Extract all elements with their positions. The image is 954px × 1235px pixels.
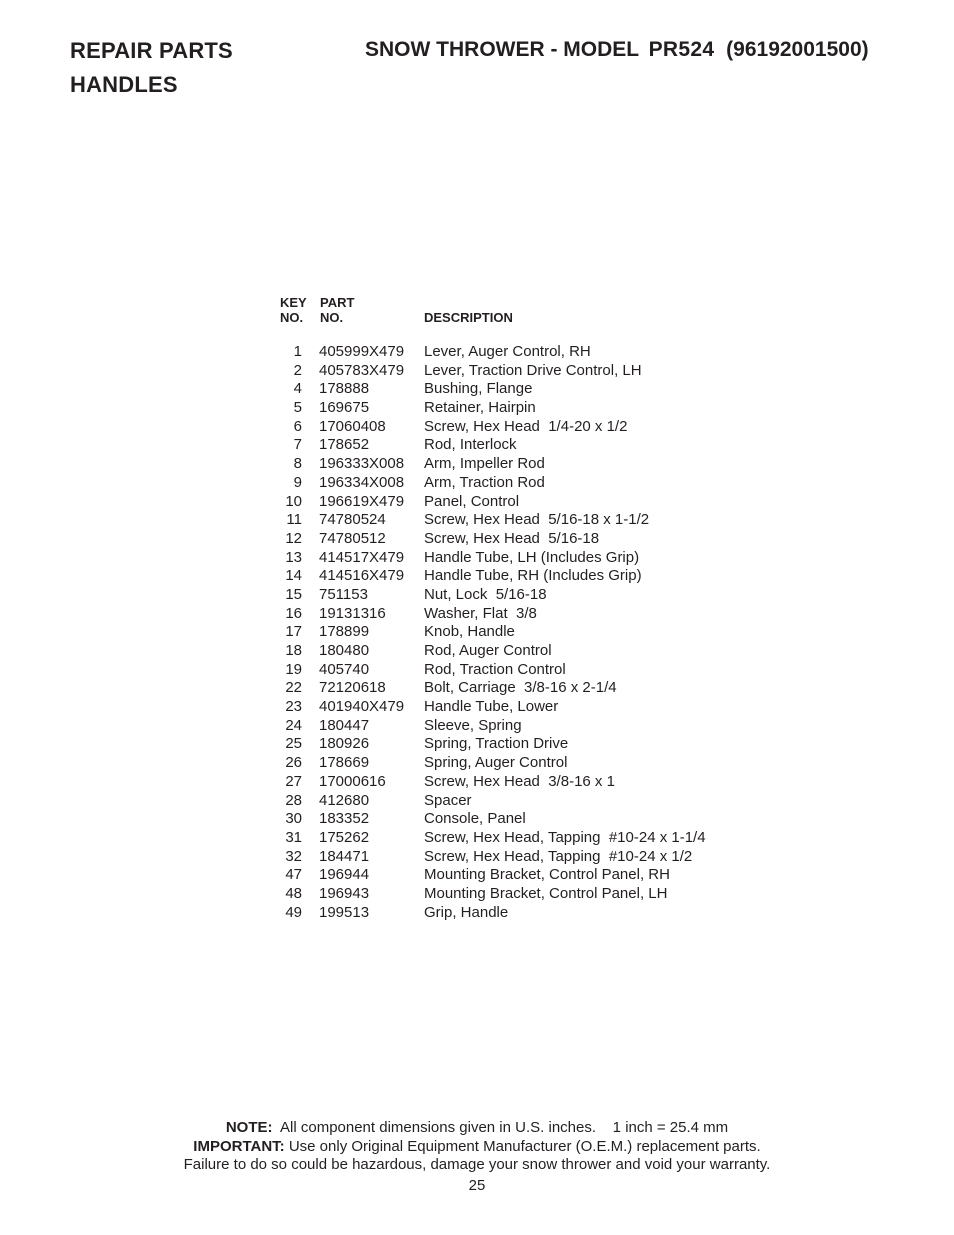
key-no: 16 [285,604,302,622]
part-description: Handle Tube, RH (Includes Grip) [424,567,642,585]
important-text: Use only Original Equipment Manufacturer (O.E.M.) replacement parts. [288,1137,761,1155]
key-no: 4 [293,380,302,398]
key-no: 22 [285,679,302,697]
model-number: (96192001500) [726,38,869,61]
key-no: 1 [293,343,302,360]
subsection-title: HANDLES [70,72,178,97]
important-label: IMPORTANT: [193,1137,285,1155]
part-no: 405783X479 [319,361,405,379]
part-no: 183352 [319,810,370,828]
key-no: 6 [293,417,302,435]
part-no: 414516X479 [319,567,405,585]
part-description: Lever, Traction Drive Control, LH [424,361,642,379]
key-no: 8 [293,455,302,473]
part-no: 196944 [319,866,370,884]
key-no: 12 [285,529,302,547]
part-description: Arm, Impeller Rod [424,455,545,473]
part-no: 19131316 [319,604,386,622]
key-no: 13 [285,548,302,566]
part-description: Spacer [424,791,472,809]
part-description: Handle Tube, Lower [424,698,559,716]
part-no: 184471 [319,847,370,865]
part-description: Console, Panel [424,810,526,828]
key-header-line-1: KEY [280,295,307,310]
key-no: 10 [285,492,302,510]
part-description: Screw, Hex Head 3/8-16 x 1 [424,772,615,790]
part-no: 178652 [319,436,370,454]
warning-line: Failure to do so could be hazardous, damage your snow thrower and void your warranty. [183,1156,771,1174]
part-description: Screw, Hex Head, Tapping #10-24 x 1-1/4 [424,828,706,846]
part-no: 751153 [319,585,368,603]
part-description: Mounting Bracket, Control Panel, LH [424,884,668,902]
key-no: 7 [293,436,302,454]
part-description: Lever, Auger Control, RH [424,343,591,360]
part-description: Arm, Traction Rod [424,473,545,491]
part-description: Retainer, Hairpin [424,399,536,417]
part-description: Knob, Handle [424,623,515,641]
part-description: Mounting Bracket, Control Panel, RH [424,866,670,884]
part-no: 175262 [319,828,370,846]
part-description: Bushing, Flange [424,380,533,398]
model-name: PR524 [648,38,715,61]
part-no: 196333X008 [319,455,405,473]
part-no: 401940X479 [319,698,405,716]
part-no: 17000616 [319,772,386,790]
key-no: 49 [285,903,302,921]
part-description: Spring, Auger Control [424,754,568,772]
description-column-header: DESCRIPTION [424,310,513,325]
part-no: 178888 [319,380,370,398]
key-no: 15 [285,585,302,603]
key-no: 24 [285,716,302,734]
key-no: 5 [293,399,302,417]
part-no: 199513 [319,903,370,921]
part-description: Washer, Flat 3/8 [424,604,537,622]
part-no: 17060408 [319,417,386,435]
part-no: 72120618 [319,679,386,697]
page-footer [0,1119,954,1175]
part-description: Sleeve, Spring [424,716,522,734]
key-no: 9 [293,473,302,491]
part-description: Rod, Auger Control [424,642,552,659]
part-no: 405999X479 [319,343,405,360]
part-no: 74780512 [319,529,386,547]
part-no: 178669 [319,754,370,772]
note-line [0,1119,954,1138]
key-no: 47 [285,866,302,884]
part-description: Grip, Handle [424,903,509,921]
part-description: Handle Tube, LH (Includes Grip) [424,548,640,566]
key-no: 19 [285,660,302,678]
part-no: 180480 [319,642,370,659]
part-no: 74780524 [319,511,386,529]
key-no: 25 [285,735,302,753]
part-no: 169675 [319,399,370,417]
part-no: 180926 [319,735,370,753]
note-text: All component dimensions given in U.S. inches. 1 inch = 25.4 mm [280,1119,729,1136]
part-description: Screw, Hex Head, Tapping #10-24 x 1/2 [424,847,693,865]
part-description: Screw, Hex Head 1/4-20 x 1/2 [424,417,628,435]
part-header-line-1: PART [320,295,355,310]
part-no: 196943 [319,884,370,902]
key-header-line-2: NO. [280,310,304,325]
part-description: Panel, Control [424,492,520,510]
part-header-line-2: NO. [320,310,344,325]
key-no: 17 [285,623,302,641]
part-description: Rod, Interlock [424,436,517,454]
key-no: 32 [285,847,302,865]
key-no: 26 [285,754,302,772]
key-no: 30 [285,810,302,828]
key-column-header [280,295,307,325]
key-no: 48 [285,884,302,902]
important-line [0,1138,954,1157]
part-description: Bolt, Carriage 3/8-16 x 2-1/4 [424,679,617,697]
part-no: 412680 [319,791,370,809]
key-no: 27 [285,772,302,790]
key-no: 28 [285,791,302,809]
key-no: 18 [285,642,302,659]
key-no: 2 [293,361,302,379]
part-description: Rod, Traction Control [424,660,566,678]
part-no: 178899 [319,623,370,641]
part-no: 196334X008 [319,473,405,491]
part-no: 180447 [319,716,370,734]
part-no: 414517X479 [319,548,405,566]
part-no: 405740 [319,660,370,678]
note-label: NOTE: [225,1119,273,1136]
key-no: 14 [285,567,302,585]
title-prefix: SNOW THROWER - MODEL [365,38,639,61]
section-title: REPAIR PARTS [70,38,233,63]
part-description: Nut, Lock 5/16-18 [424,585,547,603]
part-no: 196619X479 [319,492,405,510]
part-description: Spring, Traction Drive [424,735,569,753]
part-description: Screw, Hex Head 5/16-18 [424,529,600,547]
page-header-left [70,38,233,98]
part-column-header [320,295,354,325]
key-no: 23 [285,698,302,716]
page-number: 25 [468,1177,486,1194]
part-description: Screw, Hex Head 5/16-18 x 1-1/2 [424,511,650,529]
page-header-right [365,38,869,62]
key-no: 11 [286,511,302,529]
key-no: 31 [285,828,302,846]
